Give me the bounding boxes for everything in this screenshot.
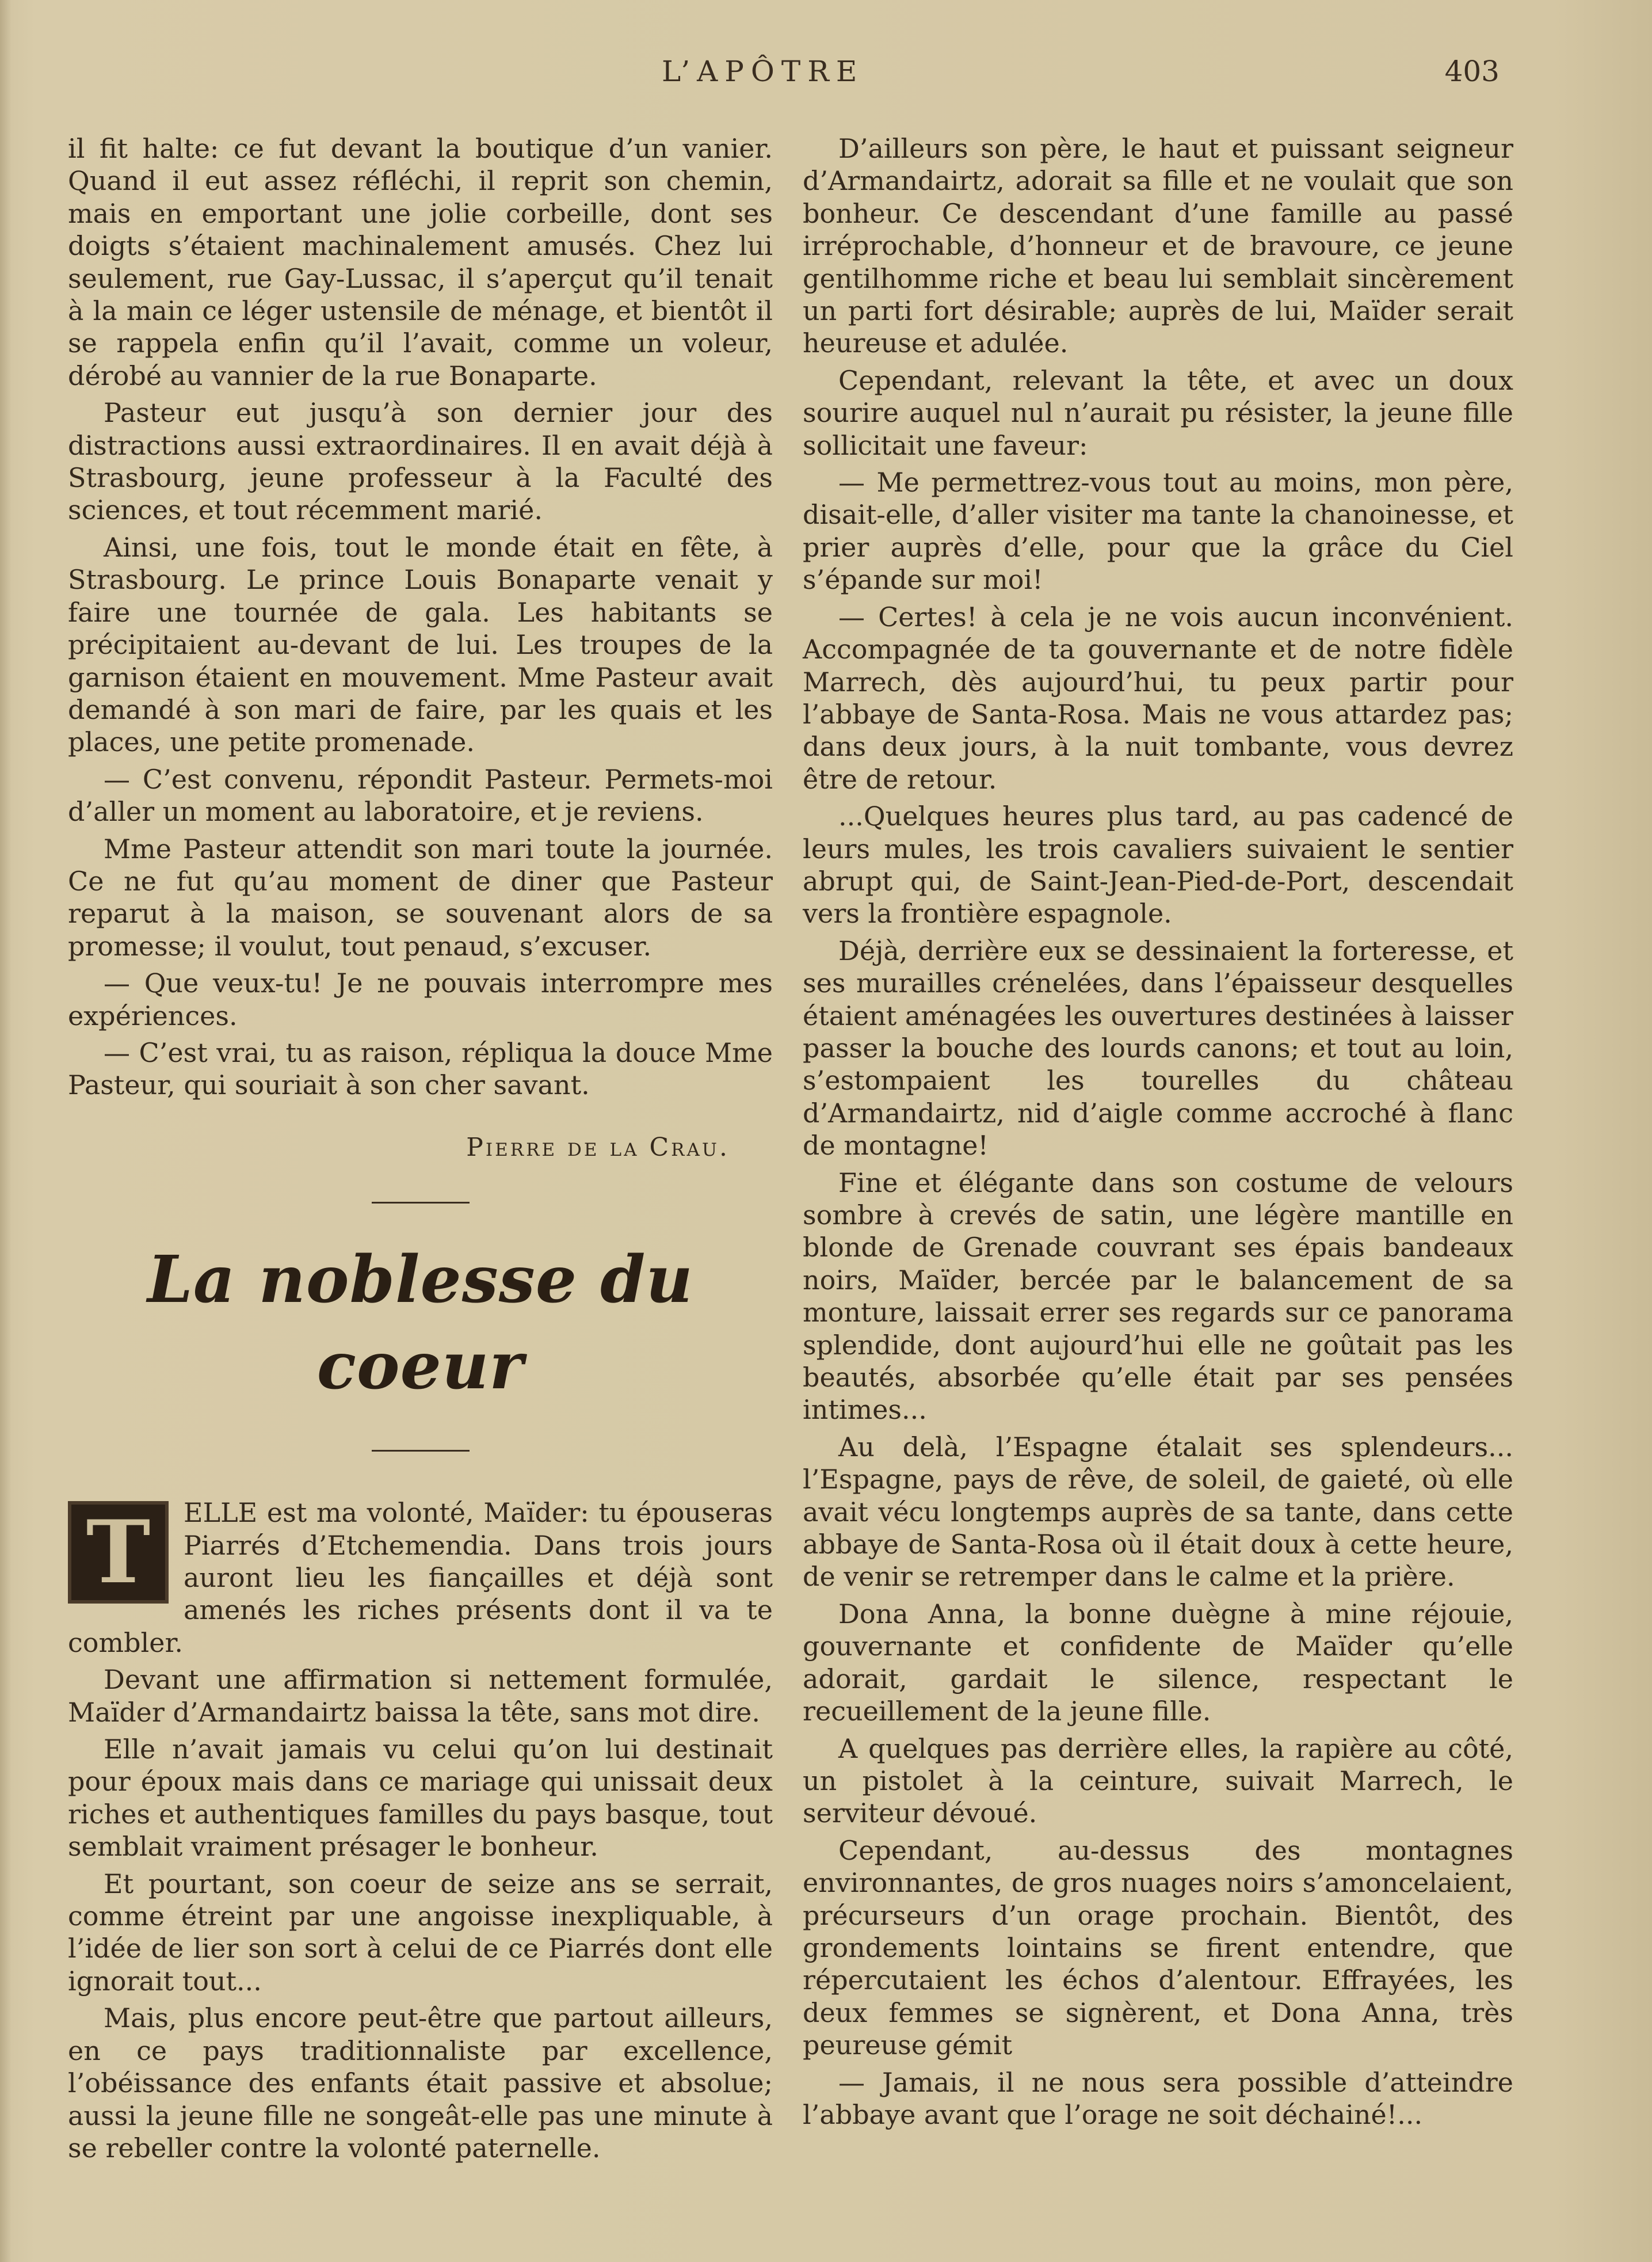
- paragraph: D’ailleurs son père, le haut et puissant seigneur d’Armandairtz, adorait sa fille et ne voulait que son bonheur. Ce descendant d’une famille au passé irréprochable, d’honneur et de bravoure, ce jeune gentilhomme riche et beau lui semblait sincèrement un parti fort désirable; auprès de lui, Maïder serait heureuse et adulée.: [803, 133, 1513, 359]
- paragraph: Au delà, l’Espagne étalait ses splendeurs... l’Espagne, pays de rêve, de soleil, de gaieté, où elle avait vécu longtemps auprès de sa tante, dans cette abbaye de Santa-Rosa où il était doux à cette heure, de venir se retremper dans le calme et la prière.: [803, 1431, 1513, 1593]
- left-column: [68, 132, 773, 2169]
- paragraph: Cependant, au-dessus des montagnes environnantes, de gros nuages noirs s’amoncelaient, précurseurs d’un orage prochain. Bientôt, des grondements lointains se firent entendre, que répercutaient les échos d’alentour. Effrayées, les deux femmes se signèrent, et Dona Anna, très peureuse gémit: [803, 1834, 1513, 2061]
- dropcap-ornament: [68, 1501, 169, 1604]
- paragraph: Pasteur eut jusqu’à son dernier jour des distractions aussi extraordinaires. Il en avait déjà à Strasbourg, jeune professeur à la Faculté des sciences, et tout récemment marié.: [68, 397, 773, 526]
- paragraph: A quelques pas derrière elles, la rapière au côté, un pistolet à la ceinture, suivait Marrech, le serviteur dévoué.: [803, 1732, 1513, 1829]
- dropcap-letter: T: [86, 1501, 151, 1603]
- paragraph: — Certes! à cela je ne vois aucun inconvénient. Accompagnée de ta gouvernante et de notre fidèle Marrech, dès aujourd’hui, tu peux partir pour l’abbaye de Santa-Rosa. Mais ne vous attardez pas; dans deux jours, à la nuit tombante, vous devrez être de retour.: [803, 601, 1513, 795]
- paragraph: Mme Pasteur attendit son mari toute la journée. Ce ne fut qu’au moment de diner que Pasteur reparut à la maison, se souvenant alors de sa promesse; il voulut, tout penaud, s’excuser.: [68, 833, 773, 962]
- page-number: 403: [1444, 55, 1500, 88]
- paragraph: Dona Anna, la bonne duègne à mine réjouie, gouvernante et confidente de Maïder qu’elle adorait, gardait le silence, respectant le recueillement de la jeune fille.: [803, 1598, 1513, 1727]
- paragraph: Devant une affirmation si nettement formulée, Maïder d’Armandairtz baissa la tête, sans mot dire.: [68, 1664, 773, 1728]
- paragraph: — Que veux-tu! Je ne pouvais interrompre mes expériences.: [68, 968, 773, 1031]
- paragraph: — C’est vrai, tu as raison, répliqua la douce Mme Pasteur, qui souriait à son cher savant.: [68, 1037, 773, 1101]
- paragraph: Ainsi, une fois, tout le monde était en fête, à Strasbourg. Le prince Louis Bonaparte venait y faire une tournée de gala. Les habitants se précipitaient au-devant de lui. Les troupes de la garnison étaient en mouvement. Mme Pasteur avait demandé à son mari de faire, par les quais et les places, une petite promenade.: [68, 531, 773, 758]
- paragraph: Fine et élégante dans son costume de velours sombre à crevés de satin, une légère mantille en blonde de Grenade couvrant ses épais bandeaux noirs, Maïder, bercée par le balancement de sa monture, laissait errer ses regards sur ce panorama splendide, dont aujourd’hui elle ne goûtait pas les beautés, absorbée qu’elle était par ses pensées intimes...: [803, 1167, 1513, 1426]
- paragraph: Et pourtant, son coeur de seize ans se serrait, comme étreint par une angoisse inexpliquable, à l’idée de lier son sort à celui de ce Piarrés dont elle ignorait tout...: [68, 1868, 773, 1997]
- paragraph: — C’est convenu, répondit Pasteur. Permets-moi d’aller un moment au laboratoire, et je reviens.: [68, 763, 773, 828]
- author-signature: Pierre de la Crau.: [466, 1132, 730, 1162]
- paragraph: ...Quelques heures plus tard, au pas cadencé de leurs mules, les trois cavaliers suivaient le sentier abrupt qui, de Saint-Jean-Pied-de-Port, descendait vers la frontière espagnole.: [803, 801, 1513, 930]
- paragraph: — Me permettrez-vous tout au moins, mon père, disait-elle, d’aller visiter ma tante la chanoinesse, et prier auprès d’elle, pour que la grâce du Ciel s’épande sur moi!: [803, 467, 1513, 596]
- running-head: L’APÔTRE: [662, 55, 864, 88]
- paragraph: — Jamais, il ne nous sera possible d’atteindre l’abbaye avant que l’orage ne soit déchainé!...: [803, 2066, 1513, 2130]
- paragraph: il fit halte: ce fut devant la boutique d’un vanier. Quand il eut assez réfléchi, il reprit son chemin, mais en emportant une jolie corbeille, dont ses doigts s’étaient machinalement amusés. Chez lui seulement, rue Gay-Lussac, il s’aperçut qu’il tenait à la main ce léger ustensile de ménage, et bientôt il se rappela enfin qu’il l’avait, comme un voleur, dérobé au vannier de la rue Bonaparte.: [68, 133, 773, 391]
- paragraph: Mais, plus encore peut-être que partout ailleurs, en ce pays traditionnaliste par excellence, l’obéissance des enfants était passive et absolue; aussi la jeune fille ne songeât-elle pas une minute à se rebeller contre la volonté paternelle.: [68, 2002, 773, 2164]
- paragraph: Déjà, derrière eux se dessinaient la forteresse, et ses murailles crénelées, dans l’épaisseur desquelles étaient aménagées les ouvertures destinées à laisser passer la bouche des lourds canons; et tout au loin, s’estompaient les tourelles du château d’Armandairtz, nid d’aigle comme accroché à flanc de montagne!: [803, 935, 1513, 1162]
- paragraph: Cependant, relevant la tête, et avec un doux sourire auquel nul n’aurait pu résister, la jeune fille sollicitait une faveur:: [803, 364, 1513, 461]
- divider: [372, 1450, 470, 1452]
- opening-text: ELLE est ma volonté, Maïder: tu épouseras Piarrés d’Etchemendia. Dans trois jours auront lieu les fiançailles et déjà sont amenés les riches présents dont il va te combler.: [68, 1497, 773, 1658]
- opening-paragraph: [68, 1496, 773, 1659]
- article-title: La noblesse du coeur: [147, 1242, 693, 1404]
- divider: [372, 1202, 470, 1204]
- paragraph: Elle n’avait jamais vu celui qu’on lui destinait pour époux mais dans ce mariage qui unissait deux riches et authentiques familles du pays basque, tout semblait vraiment présager le bonheur.: [68, 1734, 773, 1863]
- right-column: [803, 132, 1513, 2135]
